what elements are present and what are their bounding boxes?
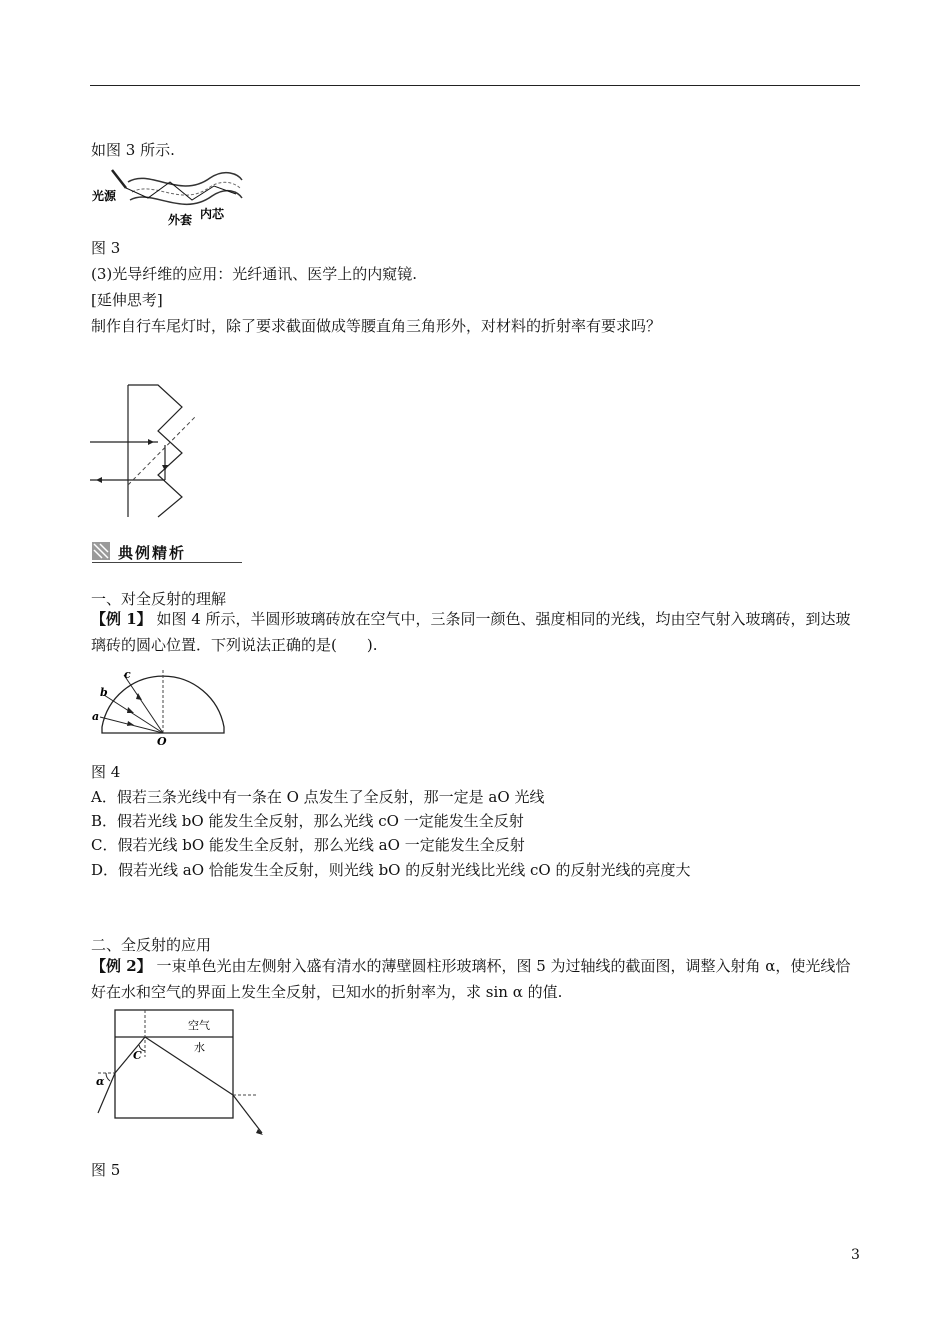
- section-heading-icon: [92, 542, 110, 560]
- example1-text: [91, 606, 861, 658]
- fig4-label-c: c: [124, 668, 131, 681]
- fig4-label-b: b: [100, 686, 108, 699]
- fig4-caption: 图 4: [91, 763, 121, 781]
- example1-body: 如图 4 所示，半圆形玻璃砖放在空气中，三条同一颜色、强度相同的光线，均由空气射入玻璃砖，到达玻璃砖的圆心位置．下列说法正确的是( ).: [91, 610, 851, 654]
- application-text: (3)光导纤维的应用：光纤通讯、医学上的内窥镜.: [91, 265, 418, 283]
- fig5-caption: 图 5: [91, 1161, 121, 1179]
- fig3-optical-fiber-diagram: [90, 160, 250, 230]
- fig3-core-label: 内芯: [200, 207, 225, 221]
- header-rule: [90, 85, 860, 86]
- option-c: C．假若光线 bO 能发生全反射，那么光线 aO 一定能发生全反射: [91, 836, 525, 854]
- fig5-water-label: 水: [194, 1041, 205, 1054]
- option-d: D．假若光线 aO 恰能发生全反射，则光线 bO 的反射光线比光线 cO 的反射光线的亮度大: [91, 861, 691, 879]
- example2-text: [91, 953, 861, 1005]
- part2-title: 二、全反射的应用: [91, 936, 212, 954]
- fig3-caption: 图 3: [91, 239, 121, 257]
- fig3-outer-label: 外套: [168, 213, 193, 227]
- fig5-glass-cup-diagram: [90, 1007, 270, 1139]
- section-heading: [92, 540, 242, 564]
- bicycle-reflector-diagram: [90, 385, 200, 520]
- fig3-intro: 如图 3 所示.: [91, 141, 175, 159]
- extension-title: [延伸思考]: [91, 291, 163, 309]
- fig5-air-label: 空气: [188, 1019, 210, 1032]
- option-a: A．假若三条光线中有一条在 O 点发生了全反射，那一定是 aO 光线: [91, 788, 545, 806]
- section-heading-label: 典例精析: [118, 544, 187, 562]
- part1-title: 一、对全反射的理解: [91, 590, 227, 608]
- example2-body: 一束单色光由左侧射入盛有清水的薄壁圆柱形玻璃杯，图 5 为过轴线的截面图，调整入射角 α，使光线恰好在水和空气的界面上发生全反射，已知水的折射率为，求 sin α 的值.: [91, 957, 851, 1001]
- fig5-c-label: C: [133, 1049, 142, 1062]
- fig4-semicircle-diagram: [90, 665, 230, 747]
- example1-tag: 【例 1】: [91, 610, 152, 628]
- fig4-label-o: O: [157, 735, 167, 748]
- fig4-label-a: a: [92, 710, 100, 723]
- section-heading-underline: [92, 562, 242, 563]
- option-b: B．假若光线 bO 能发生全反射，那么光线 cO 一定能发生全反射: [91, 812, 524, 830]
- fig3-source-label: 光源: [92, 189, 117, 203]
- extension-question: 制作自行车尾灯时，除了要求截面做成等腰直角三角形外，对材料的折射率有要求吗？: [91, 317, 662, 335]
- page-number: 3: [851, 1247, 860, 1263]
- fig5-alpha-label: α: [96, 1075, 105, 1088]
- example2-tag: 【例 2】: [91, 957, 152, 975]
